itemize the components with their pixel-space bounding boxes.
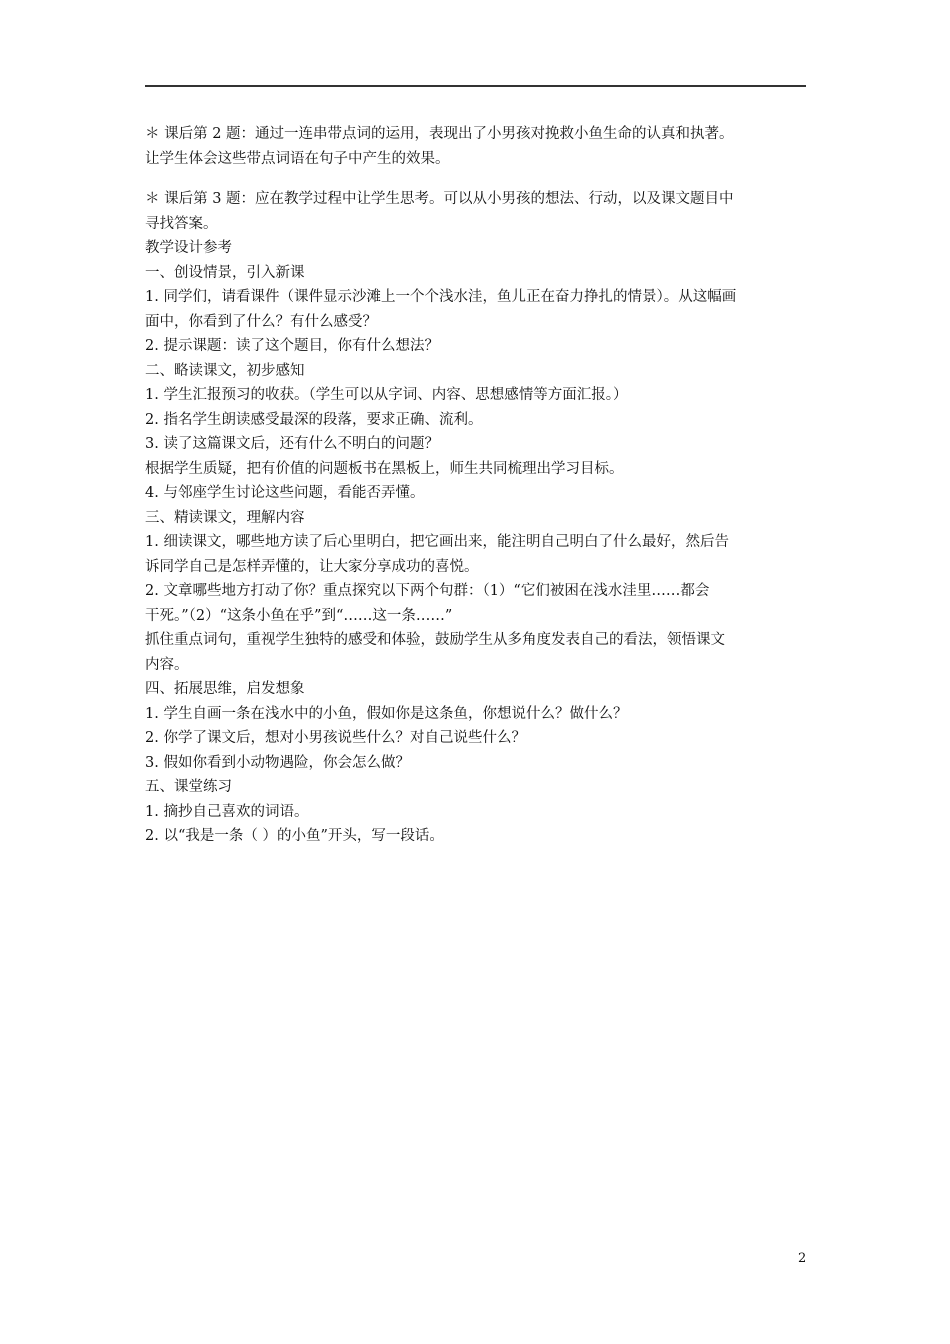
section-heading: 二、略读课文，初步感知 xyxy=(145,362,305,379)
list-item: 1. 同学们，请看课件（课件显示沙滩上一个个浅水洼，鱼儿正在奋力挣扎的情景）。从这幅画 xyxy=(145,289,737,305)
text-line: 内容。 xyxy=(145,656,189,673)
page-number: 2 xyxy=(798,1251,807,1266)
list-item: 2. 提示课题：读了这个题目，你有什么想法？ xyxy=(145,338,439,354)
section-heading: 四、拓展思维，启发想象 xyxy=(145,681,305,697)
list-item: 2. 以“我是一条（ ）的小鱼”开头，写一段话。 xyxy=(145,828,444,844)
text-line: 诉同学自己是怎样弄懂的，让大家分享成功的喜悦。 xyxy=(145,558,479,575)
list-item: 2. 指名学生朗读感受最深的段落，要求正确、流利。 xyxy=(145,411,483,428)
list-item: 2. 文章哪些地方打动了你？重点探究以下两个句群：（1）“它们被困在浅水洼里……都会 xyxy=(145,583,710,599)
list-item: 1. 摘抄自己喜欢的词语。 xyxy=(145,803,309,820)
section-heading: 一、创设情景，引入新课 xyxy=(145,264,305,281)
header-rule xyxy=(145,85,806,87)
text-line: ＊ 课后第 2 题：通过一连串带点词的运用，表现出了小男孩对挽救小鱼生命的认真和执著。 xyxy=(145,126,734,142)
section-heading: 五、课堂练习 xyxy=(145,779,232,795)
text-line: 根据学生质疑，把有价值的问题板书在黑板上，师生共同梳理出学习目标。 xyxy=(145,460,624,477)
text-line: 抓住重点词句，重视学生独特的感受和体验，鼓励学生从多角度发表自己的看法，领悟课文 xyxy=(145,632,725,648)
list-item: 3. 读了这篇课文后，还有什么不明白的问题？ xyxy=(145,436,439,452)
list-item: 4. 与邻座学生讨论这些问题，看能否弄懂。 xyxy=(145,485,425,501)
text-line: 寻找答案。 xyxy=(145,215,218,232)
paragraph-gap xyxy=(145,171,807,187)
section-heading: 三、精读课文，理解内容 xyxy=(145,509,305,526)
list-item: 2. 你学了课文后，想对小男孩说些什么？对自己说些什么？ xyxy=(145,730,526,746)
list-item: 1. 学生汇报预习的收获。（学生可以从字词、内容、思想感情等方面汇报。） xyxy=(145,387,628,403)
list-item: 3. 假如你看到小动物遇险，你会怎么做？ xyxy=(145,754,410,771)
text-line: 让学生体会这些带点词语在句子中产生的效果。 xyxy=(145,150,450,167)
list-item: 1. 学生自画一条在浅水中的小鱼，假如你是这条鱼，你想说什么？做什么？ xyxy=(145,705,628,722)
text-line: 干死。”（2）“这条小鱼在乎”到“……这一条……” xyxy=(145,607,453,624)
list-item: 1. 细读课文，哪些地方读了后心里明白，把它画出来，能注明自己明白了什么最好，然后告 xyxy=(145,534,729,550)
text-line: 面中，你看到了什么？有什么感受？ xyxy=(145,313,377,330)
document-body xyxy=(145,122,807,849)
section-heading: 教学设计参考 xyxy=(145,240,232,256)
text-line: ＊ 课后第 3 题：应在教学过程中让学生思考。可以从小男孩的想法、行动，以及课文题目中 xyxy=(145,191,734,207)
